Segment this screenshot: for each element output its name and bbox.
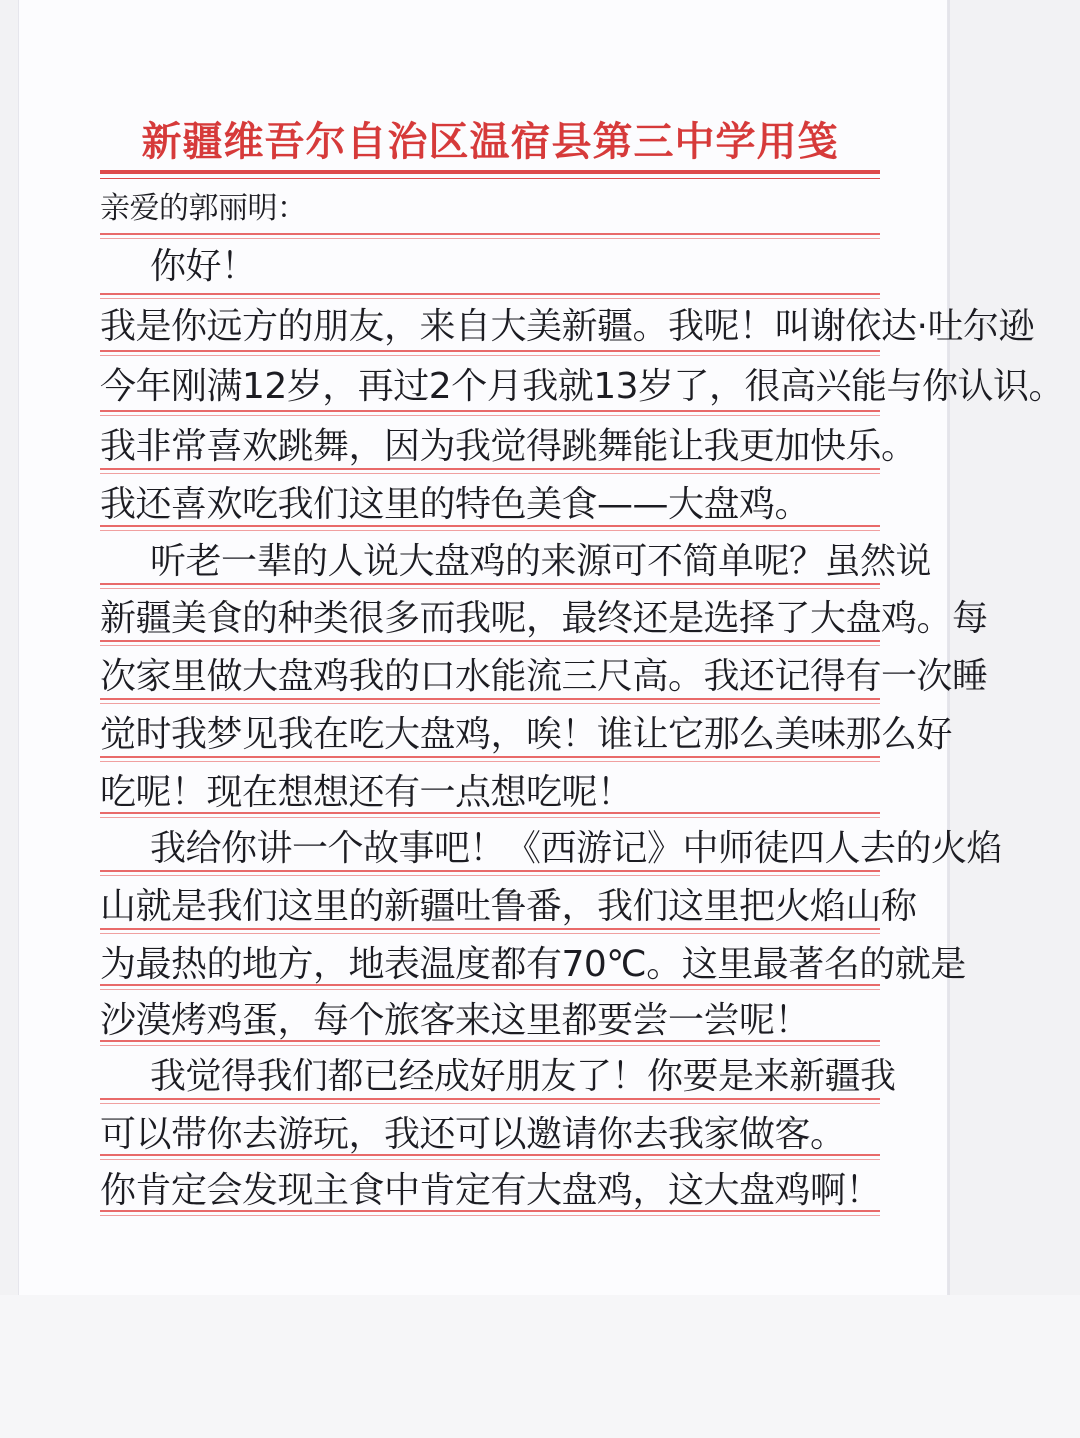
letter-line: 次家里做大盘鸡我的口水能流三尺高。我还记得有一次睡	[100, 656, 988, 697]
letter-line: 为最热的地方，地表温度都有70℃。这里最著名的就是	[100, 944, 966, 985]
salutation: 亲爱的郭丽明：	[100, 191, 307, 226]
scan-margin	[0, 1295, 1080, 1438]
letter-line: 我给你讲一个故事吧！《西游记》中师徒四人去的火焰	[150, 828, 1003, 869]
letterhead-rule-thin	[100, 178, 880, 179]
letter-line: 沙漠烤鸡蛋，每个旅客来这里都要尝一尝呢！	[100, 1000, 811, 1041]
letterhead-rule-thick	[100, 170, 880, 174]
letter-line: 你肯定会发现主食中肯定有大盘鸡，这大盘鸡啊！	[100, 1170, 882, 1211]
letter-line: 吃呢！现在想想还有一点想吃呢！	[100, 772, 633, 813]
letter-line: 听老一辈的人说大盘鸡的来源可不简单呢？虽然说	[150, 541, 932, 582]
letter-line: 觉时我梦见我在吃大盘鸡，唉！谁让它那么美味那么好	[100, 714, 953, 755]
letter-line: 我非常喜欢跳舞，因为我觉得跳舞能让我更加快乐。	[100, 426, 917, 467]
letter-line: 我还喜欢吃我们这里的特色美食——大盘鸡。	[100, 484, 811, 525]
greeting: 你好！	[150, 246, 257, 287]
ruled-line-thin	[100, 355, 880, 356]
letter-line: 可以带你去游玩，我还可以邀请你去我家做客。	[100, 1114, 846, 1155]
letter-line: 山就是我们这里的新疆吐鲁番，我们这里把火焰山称	[100, 886, 917, 927]
ruled-line-thin	[100, 415, 880, 416]
ruled-line-thin	[100, 298, 880, 299]
letterhead-title: 新疆维吾尔自治区温宿县第三中学用笺	[141, 118, 839, 165]
ruled-line-thin	[100, 238, 880, 239]
letter-line: 今年刚满12岁，再过2个月我就13岁了，很高兴能与你认识。	[100, 366, 1065, 407]
letter-line: 我是你远方的朋友，来自大美新疆。我呢！叫谢依达·吐尔逊	[100, 306, 1034, 347]
letter-line: 新疆美食的种类很多而我呢，最终还是选择了大盘鸡。每	[100, 598, 988, 639]
letter-line: 我觉得我们都已经成好朋友了！你要是来新疆我	[150, 1056, 896, 1097]
